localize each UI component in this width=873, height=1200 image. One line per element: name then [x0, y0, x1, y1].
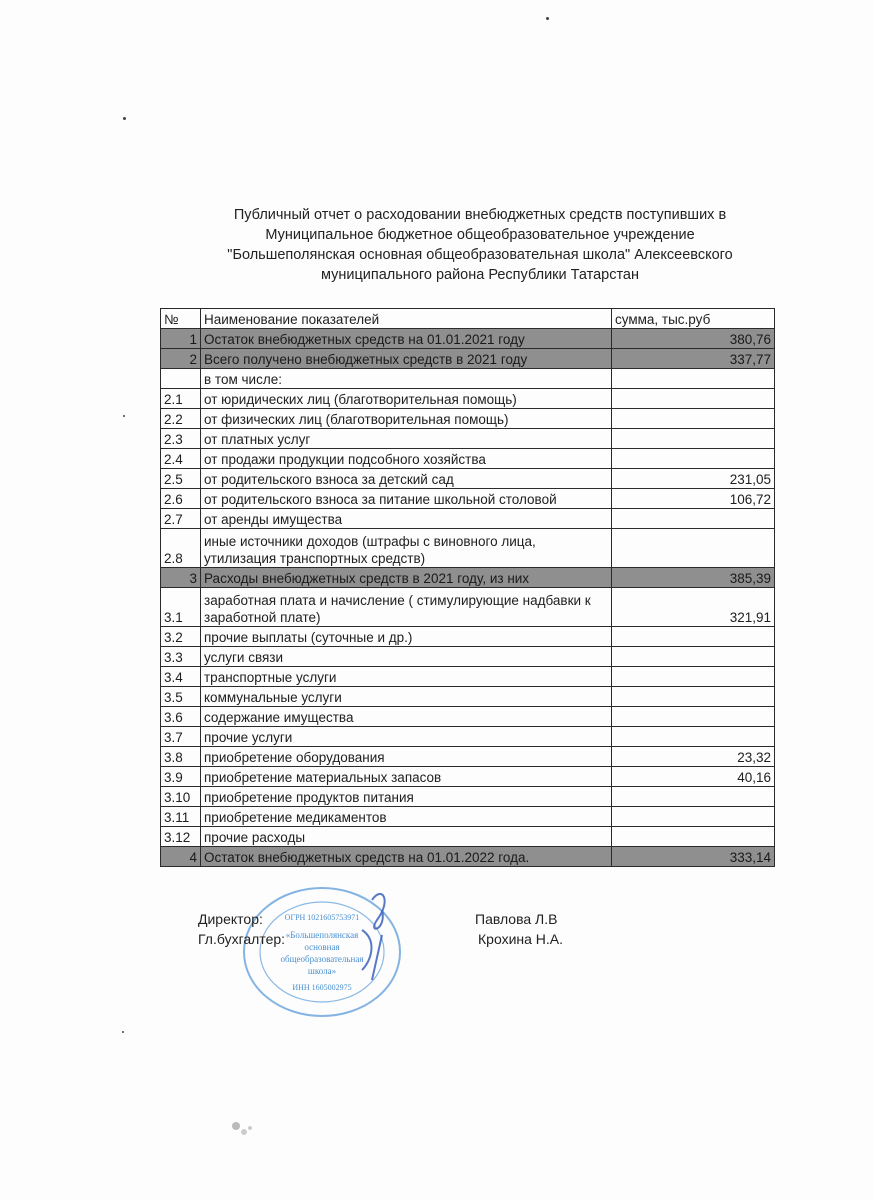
table-row	[161, 389, 775, 409]
row-name: в том числе:	[201, 369, 612, 389]
row-name: от продажи продукции подсобного хозяйства	[201, 449, 612, 469]
row-name: от юридических лиц (благотворительная помощь)	[201, 389, 612, 409]
row-num	[161, 369, 201, 389]
table-row	[161, 449, 775, 469]
table-row	[161, 627, 775, 647]
scan-speck	[546, 17, 549, 20]
row-sum: 333,14	[612, 847, 775, 867]
table-row	[161, 667, 775, 687]
stamp-inn: ИНН 1605002975	[292, 983, 352, 992]
row-sum	[612, 687, 775, 707]
svg-text:основная: основная	[304, 942, 340, 952]
svg-text:общеобразовательная: общеобразовательная	[280, 954, 364, 964]
row-sum	[612, 409, 775, 429]
row-name: от родительского взноса за детский сад	[201, 469, 612, 489]
table-row	[161, 529, 775, 568]
table-row	[161, 588, 775, 627]
row-name: приобретение продуктов питания	[201, 787, 612, 807]
row-sum	[612, 707, 775, 727]
row-num: 3.11	[161, 807, 201, 827]
row-sum: 106,72	[612, 489, 775, 509]
row-name: от платных услуг	[201, 429, 612, 449]
row-sum	[612, 389, 775, 409]
table-row	[161, 807, 775, 827]
row-sum	[612, 727, 775, 747]
accountant-label: Гл.бухгалтер:	[198, 931, 286, 947]
row-name: прочие расходы	[201, 827, 612, 847]
table-row	[161, 747, 775, 767]
row-num: 2.8	[161, 529, 201, 568]
row-num: 2.3	[161, 429, 201, 449]
official-stamp	[232, 880, 412, 1020]
row-name: Остаток внебюджетных средств на 01.01.2021 году	[201, 329, 612, 349]
row-name: от родительского взноса за питание школьной столовой	[201, 489, 612, 509]
table-row	[161, 647, 775, 667]
row-name: заработная плата и начисление ( стимулирующие надбавки к заработной плате)	[201, 588, 612, 627]
row-name: Остаток внебюджетных средств на 01.01.2022 года.	[201, 847, 612, 867]
table-row	[161, 767, 775, 787]
table-row	[161, 827, 775, 847]
row-name: от физических лиц (благотворительная помощь)	[201, 409, 612, 429]
row-name: содержание имущества	[201, 707, 612, 727]
title-line: Муниципальное бюджетное общеобразовательное учреждение	[265, 227, 695, 243]
row-name: приобретение медикаментов	[201, 807, 612, 827]
row-sum	[612, 449, 775, 469]
header-num: №	[161, 309, 201, 329]
row-sum: 385,39	[612, 568, 775, 588]
row-num: 3.1	[161, 588, 201, 627]
table-row	[161, 568, 775, 588]
table-row	[161, 687, 775, 707]
svg-text:школа»: школа»	[307, 966, 337, 976]
row-num: 2.5	[161, 469, 201, 489]
accountant-name: Крохина Н.А.	[478, 931, 564, 947]
row-num: 3.4	[161, 667, 201, 687]
row-num: 2	[161, 349, 201, 369]
row-sum	[612, 529, 775, 568]
table-row	[161, 329, 775, 349]
row-name: приобретение оборудования	[201, 747, 612, 767]
row-sum: 23,32	[612, 747, 775, 767]
row-sum	[612, 369, 775, 389]
row-num: 3.5	[161, 687, 201, 707]
row-sum: 231,05	[612, 469, 775, 489]
row-name: иные источники доходов (штрафы с виновного лица, утилизация транспортных средств)	[201, 529, 612, 568]
row-sum	[612, 807, 775, 827]
row-num: 2.2	[161, 409, 201, 429]
scan-speck	[123, 415, 125, 417]
table-row	[161, 509, 775, 529]
row-name: транспортные услуги	[201, 667, 612, 687]
row-num: 3.12	[161, 827, 201, 847]
row-num: 3.9	[161, 767, 201, 787]
report-table	[160, 308, 775, 867]
stamp-ogrn: ОГРН 1021605753971	[284, 913, 360, 922]
row-num: 3.8	[161, 747, 201, 767]
row-num: 3	[161, 568, 201, 588]
table-row	[161, 409, 775, 429]
title-line: Публичный отчет о расходовании внебюджетных средств поступивших в	[233, 207, 727, 223]
row-sum	[612, 667, 775, 687]
row-sum: 380,76	[612, 329, 775, 349]
title-line: "Большеполянская основная общеобразовательная школа" Алексеевского	[227, 247, 733, 263]
row-num: 1	[161, 329, 201, 349]
row-num: 2.7	[161, 509, 201, 529]
table-row	[161, 369, 775, 389]
header-sum: сумма, тыс.руб	[612, 309, 775, 329]
row-name: приобретение материальных запасов	[201, 767, 612, 787]
director-label: Директор:	[198, 911, 263, 927]
row-sum: 337,77	[612, 349, 775, 369]
row-num: 3.3	[161, 647, 201, 667]
table-row	[161, 847, 775, 867]
row-num: 2.6	[161, 489, 201, 509]
row-num: 3.7	[161, 727, 201, 747]
row-name: Всего получено внебюджетных средств в 2021 году	[201, 349, 612, 369]
row-name: от аренды имущества	[201, 509, 612, 529]
row-name: Расходы внебюджетных средств в 2021 году, из них	[201, 568, 612, 588]
header-name: Наименование показателей	[201, 309, 612, 329]
row-sum	[612, 787, 775, 807]
row-sum	[612, 827, 775, 847]
row-num: 3.2	[161, 627, 201, 647]
row-sum: 321,91	[612, 588, 775, 627]
table-row	[161, 727, 775, 747]
row-name: услуги связи	[201, 647, 612, 667]
row-name: прочие выплаты (суточные и др.)	[201, 627, 612, 647]
row-name: коммунальные услуги	[201, 687, 612, 707]
row-sum: 40,16	[612, 767, 775, 787]
svg-text:«Большеполянская: «Большеполянская	[285, 930, 359, 940]
table-row	[161, 707, 775, 727]
row-sum	[612, 627, 775, 647]
scan-speck	[122, 1031, 124, 1033]
row-sum	[612, 509, 775, 529]
row-num: 4	[161, 847, 201, 867]
table-header-row	[161, 309, 775, 329]
row-sum	[612, 429, 775, 449]
scan-speck	[123, 117, 126, 120]
director-name: Павлова Л.В	[475, 911, 558, 927]
row-num: 3.6	[161, 707, 201, 727]
table-row	[161, 489, 775, 509]
scan-smudge	[228, 1118, 258, 1140]
row-num: 2.4	[161, 449, 201, 469]
report-title	[200, 205, 760, 285]
table-row	[161, 349, 775, 369]
table-row	[161, 429, 775, 449]
row-num: 3.10	[161, 787, 201, 807]
row-sum	[612, 647, 775, 667]
title-line: муниципального района Республики Татарстан	[320, 267, 639, 283]
row-num: 2.1	[161, 389, 201, 409]
table-row	[161, 787, 775, 807]
table-row	[161, 469, 775, 489]
row-name: прочие услуги	[201, 727, 612, 747]
